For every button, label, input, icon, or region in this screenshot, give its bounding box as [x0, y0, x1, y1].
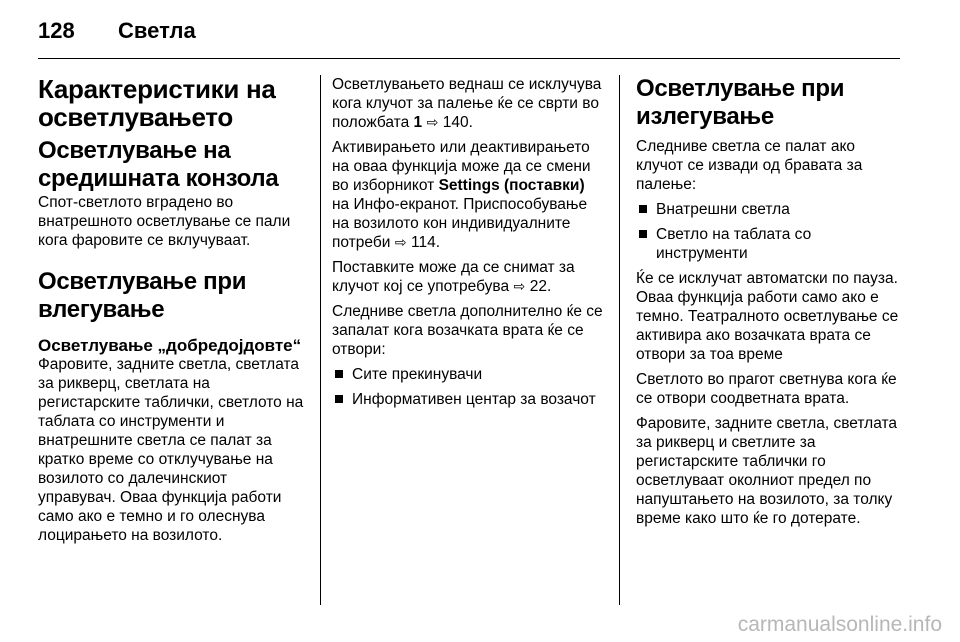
- heading-welcome-lighting: Осветлување „добредојдовте“: [38, 336, 302, 355]
- bullet-list: [636, 200, 902, 263]
- heading-exit-lighting: Осветлување при излегување: [636, 75, 845, 130]
- list-item: Светло на таблата со инструменти: [636, 225, 902, 263]
- chapter-heading: Карактеристики на осветлувањето: [38, 74, 276, 132]
- position-ref: 1: [413, 114, 423, 131]
- column-3: [636, 75, 902, 528]
- column-2: [332, 75, 604, 409]
- paragraph: Ќе се исклучат автоматски по пауза. Оваа функција работи само ако е темно. Театралното осветлување се активира ако возачката врата се отвори за тоа време: [636, 270, 899, 363]
- paragraph: Активирањето или деактивирањето на оваа функција може да се смени во изборникот Settings (поставки) на Инфо-екранот. Приспособување на возилото кон индивидуалните потреби ⇨ 114.: [332, 139, 591, 251]
- paragraph: Светлото во прагот светнува кога ќе се отвори соодветната врата.: [636, 371, 897, 407]
- list-item: Информативен центар за возачот: [332, 390, 604, 409]
- page-ref-link[interactable]: 140.: [442, 114, 473, 131]
- arrow-right-icon: ⇨: [513, 278, 526, 294]
- column-1: [38, 75, 304, 545]
- header-rule: [38, 58, 900, 59]
- column-divider: [320, 75, 321, 605]
- bullet-square-icon: [639, 230, 647, 238]
- page-ref-link[interactable]: 114.: [411, 234, 441, 251]
- paragraph: Фаровите, задните светла, светлата за рикверц и светлите за регистарските таблички го осветлуваат околниот предел по напуштањето на возилото, за толку време како што ќе го дотерате.: [636, 415, 898, 527]
- paragraph: Спот-светлото вградено во внатрешното осветлување се пали кога фаровите се вклучуваат.: [38, 194, 291, 249]
- paragraph: Фаровите, задните светла, светлата за рикверц, светлата на регистарските таблички, светлото на таблата со инструменти и внатрешните светла се палат за кратко време со отклучување на возилото со далечинскиот управувач. Оваа функција работи само ако е темно и го олеснува лоцирањето на возилото.: [38, 356, 304, 544]
- arrow-right-icon: ⇨: [394, 234, 407, 250]
- list-item: Сите прекинувачи: [332, 365, 604, 384]
- paragraph: Поставките може да се снимат за клучот кој се употребува ⇨ 22.: [332, 259, 575, 295]
- watermark: carmanualsonline.info: [737, 613, 942, 636]
- page-ref-link[interactable]: 22.: [529, 278, 552, 295]
- heading-entry-lighting: Осветлување при влегување: [38, 268, 247, 323]
- list-item: Внатрешни светла: [636, 200, 902, 219]
- heading-console-lighting: Осветлување на средишната конзола: [38, 137, 279, 192]
- bullet-square-icon: [335, 370, 343, 378]
- bullet-square-icon: [335, 395, 343, 403]
- page-header: [38, 16, 918, 52]
- paragraph: Осветлувањето веднаш се исклучува кога клучот за палење ќе се сврти во положбата 1 ⇨ 140.: [332, 76, 602, 131]
- page-number: 128: [38, 18, 75, 43]
- paragraph: Следниве светла дополнително ќе се запалат кога возачката врата ќе се отвори:: [332, 303, 603, 358]
- column-divider: [619, 75, 620, 605]
- arrow-right-icon: ⇨: [426, 114, 439, 130]
- paragraph: Следниве светла се палат ако клучот се извади од бравата за палење:: [636, 138, 863, 193]
- bullet-list: [332, 365, 604, 409]
- settings-menu-label: Settings (поставки): [438, 177, 585, 194]
- section-title: Светла: [118, 18, 196, 43]
- bullet-square-icon: [639, 205, 647, 213]
